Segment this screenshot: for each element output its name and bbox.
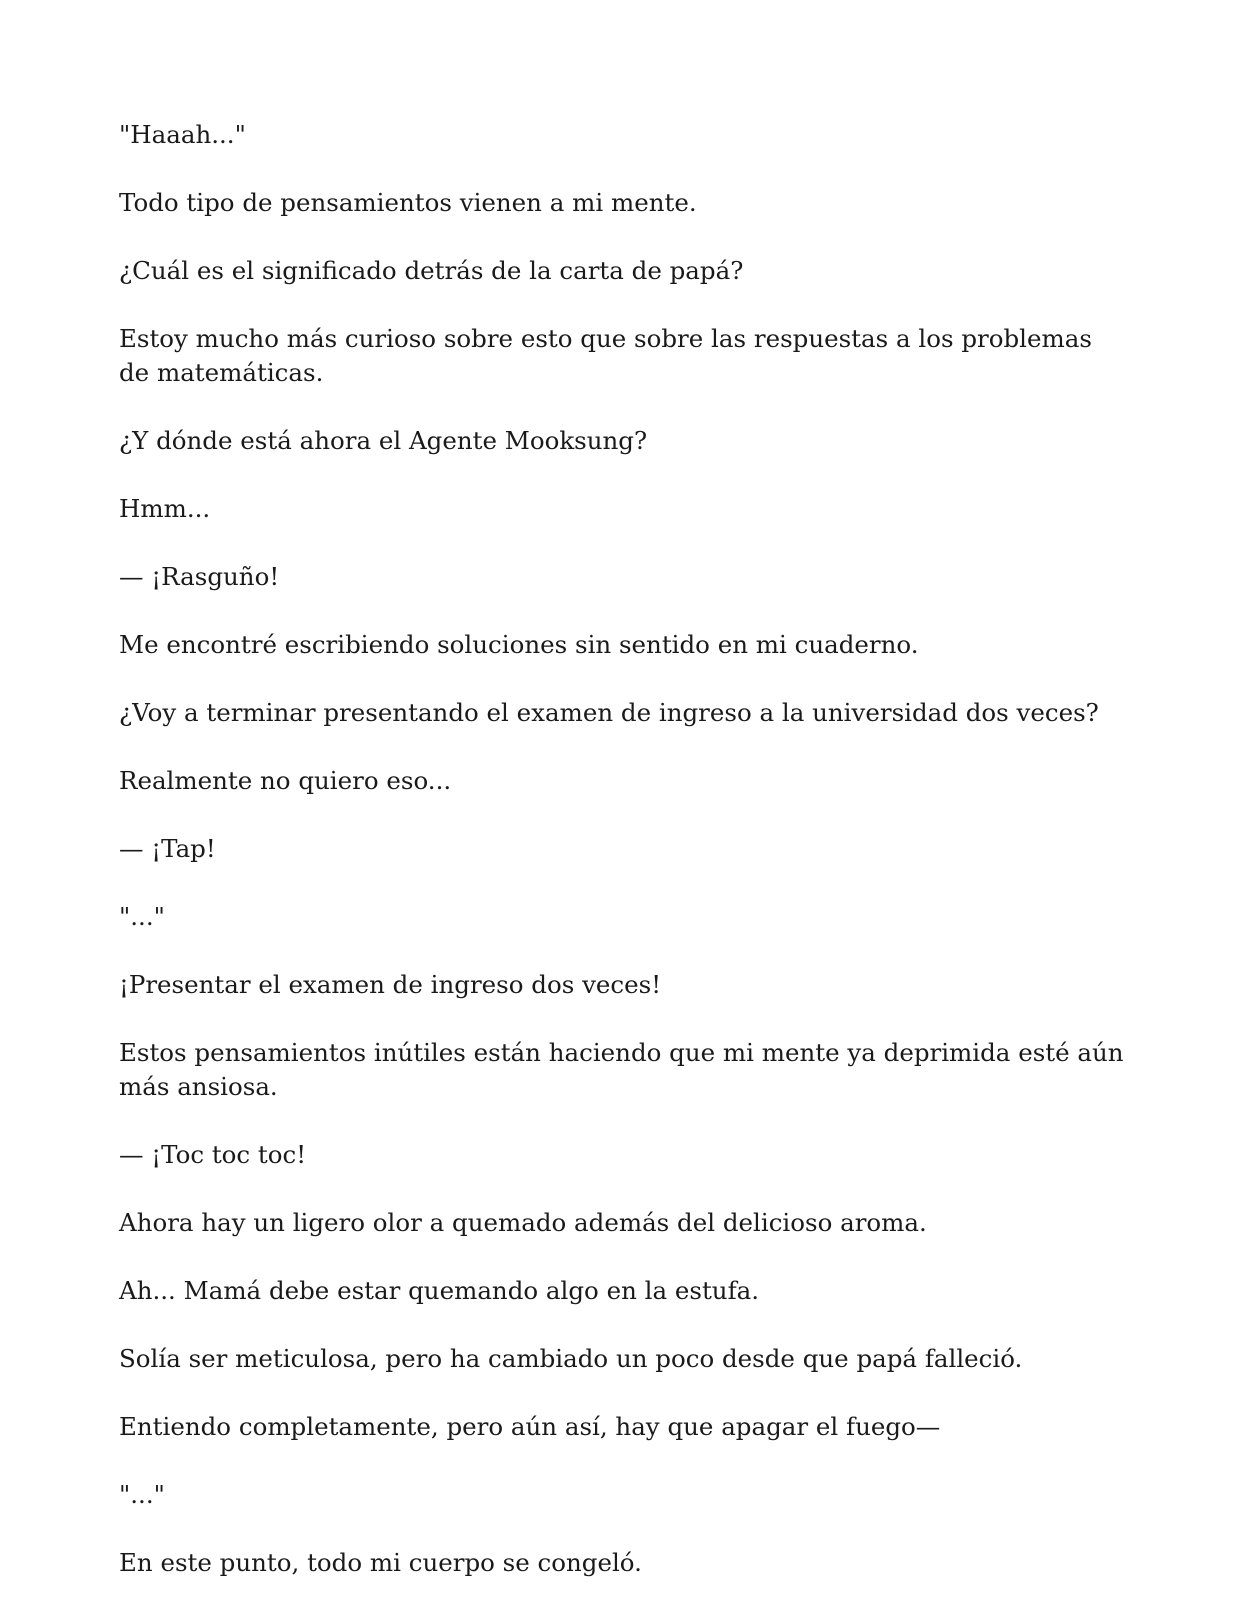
paragraph: ¿Cuál es el significado detrás de la carta de papá? xyxy=(119,256,744,285)
paragraph: — ¡Toc toc toc! xyxy=(119,1140,307,1169)
paragraph: — ¡Rasguño! xyxy=(119,562,280,591)
paragraph: Ahora hay un ligero olor a quemado además del delicioso aroma. xyxy=(119,1208,927,1237)
paragraph: "..." xyxy=(119,1480,165,1509)
paragraph: Me encontré escribiendo soluciones sin sentido en mi cuaderno. xyxy=(119,630,919,659)
paragraph: Entiendo completamente, pero aún así, hay que apagar el fuego— xyxy=(119,1412,941,1441)
paragraph: "Haaah..." xyxy=(119,120,246,149)
paragraph: ¿Voy a terminar presentando el examen de ingreso a la universidad dos veces? xyxy=(119,698,1099,727)
paragraph: "..." xyxy=(119,902,165,931)
paragraph: En este punto, todo mi cuerpo se congeló. xyxy=(119,1548,642,1577)
paragraph: Realmente no quiero eso... xyxy=(119,766,452,795)
paragraph: Hmm... xyxy=(119,494,211,523)
paragraph: Ah... Mamá debe estar quemando algo en la estufa. xyxy=(119,1276,760,1305)
paragraph: ¡Presentar el examen de ingreso dos veces! xyxy=(119,970,662,999)
paragraph: Todo tipo de pensamientos vienen a mi mente. xyxy=(119,188,697,217)
paragraph: Solía ser meticulosa, pero ha cambiado un poco desde que papá falleció. xyxy=(119,1344,1023,1373)
document-body xyxy=(119,118,1124,1614)
paragraph: Estos pensamientos inútiles están haciendo que mi mente ya deprimida esté aún más ansiosa. xyxy=(119,1038,1124,1101)
paragraph: Estoy mucho más curioso sobre esto que sobre las respuestas a los problemas de matemáticas. xyxy=(119,324,1092,387)
paragraph: — ¡Tap! xyxy=(119,834,216,863)
paragraph: ¿Y dónde está ahora el Agente Mooksung? xyxy=(119,426,648,455)
